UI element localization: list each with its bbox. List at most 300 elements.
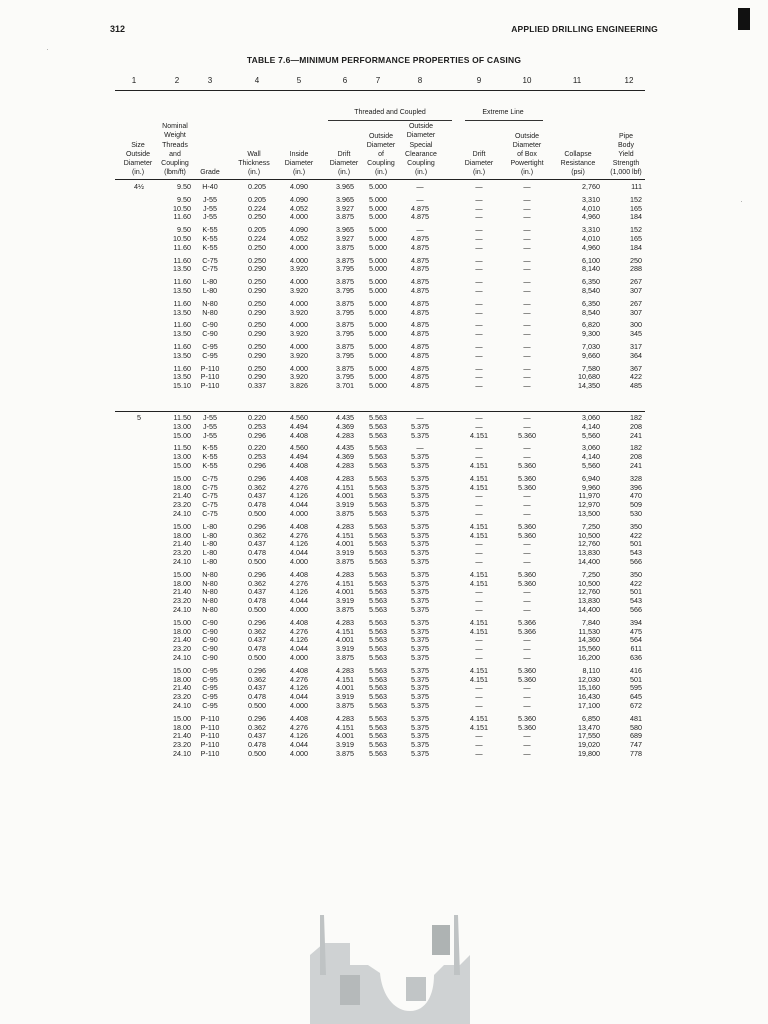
column-header-line: Diameter [284, 159, 314, 167]
table-cell-cod: 5.000 [369, 372, 387, 382]
table-cell-py: 152 [630, 225, 642, 235]
column-header [398, 122, 444, 177]
table-cell-xod: — [523, 307, 531, 317]
table-cell-id: 4.000 [290, 605, 308, 614]
table-cell-dr: 4.283 [336, 461, 354, 470]
table-cell-cod: 5.563 [369, 749, 387, 758]
table-cell-wall: 0.296 [248, 430, 266, 440]
column-header-line: Powertight [510, 159, 544, 167]
table-cell-py: 422 [630, 372, 642, 382]
table-cell-id: 4.408 [290, 521, 308, 531]
table-cell-xdr: — [475, 587, 483, 597]
table-cell-py: 184 [630, 212, 642, 222]
column-header-line: (psi) [571, 168, 585, 176]
table-cell-wt: 15.10 [173, 381, 191, 391]
column-header-line: Coupling [367, 159, 395, 167]
table-cell-xod: 5.360 [518, 482, 536, 492]
table-cell-cod: 5.563 [369, 482, 387, 492]
column-header-line: (in.) [520, 168, 534, 176]
table-cell-dr: 3.965 [336, 225, 354, 235]
table-cell-xod: — [523, 298, 531, 308]
table-cell-wt: 24.10 [173, 701, 191, 710]
table-cell-xdr: 4.151 [470, 578, 488, 588]
table-cell-id: 4.408 [290, 665, 308, 675]
table-cell-col: 17,550 [578, 731, 600, 741]
table-cell-py: 501 [630, 587, 642, 597]
table-cell-wt: 23.20 [173, 740, 191, 750]
table-cell-id: 4.126 [290, 539, 308, 549]
table-cell-py: 747 [630, 740, 642, 750]
column-header-line: Body [618, 141, 634, 149]
table-cell-xdr: — [475, 596, 483, 606]
table-cell-gr: C-90 [202, 653, 218, 662]
table-cell-wall: 0.296 [248, 617, 266, 627]
table-cell-py: 481 [630, 713, 642, 723]
table-cell-col: 10,680 [578, 372, 600, 382]
table-cell-cod: 5.563 [369, 644, 387, 654]
table-cell-ods: 5.375 [411, 596, 429, 606]
table-cell-xod: 5.366 [518, 626, 536, 636]
column-header-line: Drift [337, 150, 351, 158]
table-cell-cod: 5.000 [369, 234, 387, 243]
table-cell-py: 778 [630, 749, 642, 758]
table-cell-wall: 0.500 [248, 509, 266, 518]
table-cell-dr: 3.875 [336, 509, 354, 518]
column-number: 1 [131, 76, 137, 85]
section-rule [115, 411, 645, 412]
table-cell-col: 6,100 [582, 255, 600, 265]
table-cell-dr: 3.965 [336, 194, 354, 204]
table-cell-dr: 3.875 [336, 363, 354, 373]
column-header-line: Outside [125, 150, 151, 158]
table-cell-wall: 0.500 [248, 701, 266, 710]
table-cell-ods: 4.875 [411, 203, 429, 213]
table-cell-py: 182 [630, 413, 642, 422]
column-number: 2 [174, 76, 180, 85]
table-cell-gr: J-55 [203, 194, 217, 204]
table-cell-gr: P-110 [200, 722, 220, 732]
table-cell-gr: C-90 [202, 644, 218, 654]
column-header-line: of Box [517, 150, 537, 158]
table-cell-py: 689 [630, 731, 642, 741]
table-cell-cod: 5.563 [369, 539, 387, 549]
table-cell-xod: — [523, 635, 531, 645]
column-header-line: of [378, 150, 384, 158]
table-cell-xdr: — [475, 740, 483, 750]
table-cell-dr: 4.151 [336, 626, 354, 636]
table-cell-wt: 11.60 [173, 277, 191, 287]
table-cell-xdr: 4.151 [470, 713, 488, 723]
table-cell-col: 12,030 [578, 674, 600, 684]
column-number: 9 [476, 76, 482, 85]
table-cell-wt: 15.00 [173, 430, 191, 440]
table-cell-gr: P-110 [200, 731, 220, 741]
table-cell-id: 4.090 [290, 194, 308, 204]
table-cell-gr: P-110 [200, 363, 220, 373]
table-cell-col: 7,580 [582, 363, 600, 373]
table-cell-col: 14,400 [578, 605, 600, 614]
table-cell-col: 12,760 [578, 587, 600, 597]
table-cell-ods: 5.375 [411, 491, 429, 501]
table-cell-col: 12,760 [578, 539, 600, 549]
table-cell-cod: 5.563 [369, 548, 387, 558]
table-cell-ods: 4.875 [411, 277, 429, 287]
table-cell-col: 6,850 [582, 713, 600, 723]
table-cell-dr: 3.875 [336, 605, 354, 614]
table-cell-col: 4,140 [582, 421, 600, 431]
table-cell-ods: 5.375 [411, 473, 429, 483]
table-cell-id: 3.920 [290, 307, 308, 317]
table-cell-wall: 0.224 [248, 234, 266, 243]
table-cell-dr: 3.795 [336, 372, 354, 382]
table-cell-cod: 5.000 [369, 264, 387, 274]
table-cell-cod: 5.563 [369, 500, 387, 510]
table-cell-wall: 0.296 [248, 521, 266, 531]
table-cell-wall: 0.205 [248, 182, 266, 191]
table-cell-py: 250 [630, 255, 642, 265]
table-cell-wall: 0.250 [248, 212, 266, 222]
column-header-line: Yield [618, 150, 634, 158]
table-cell-xdr: — [475, 605, 483, 614]
table-cell-xod: — [523, 701, 531, 710]
column-header-line: (in.) [374, 168, 388, 176]
table-cell-py: 152 [630, 194, 642, 204]
table-cell-gr: C-90 [202, 617, 218, 627]
column-number: 4 [254, 76, 260, 85]
table-cell-py: 416 [630, 665, 642, 675]
table-cell-ods: 5.375 [411, 548, 429, 558]
table-cell-col: 3,310 [582, 225, 600, 235]
table-cell-id: 4.408 [290, 461, 308, 470]
table-cell-wt: 18.00 [173, 482, 191, 492]
table-cell-wt: 23.20 [173, 596, 191, 606]
table-cell-ods: 5.375 [411, 421, 429, 431]
table-cell-col: 3,060 [582, 443, 600, 453]
table-cell-col: 5,560 [582, 430, 600, 440]
table-cell-xod: 5.360 [518, 521, 536, 531]
column-number: 11 [572, 76, 582, 85]
table-cell-xdr: — [475, 242, 483, 252]
table-cell-wt: 9.50 [177, 182, 191, 191]
table-cell-py: 267 [630, 277, 642, 287]
table-cell-gr: N-80 [202, 596, 218, 606]
table-cell-cod: 5.563 [369, 626, 387, 636]
table-cell-xod: — [523, 731, 531, 741]
table-cell-xod: — [523, 587, 531, 597]
table-cell-dr: 4.283 [336, 713, 354, 723]
table-cell-col: 10,500 [578, 578, 600, 588]
table-cell-ods: 5.375 [411, 635, 429, 645]
table-cell-xod: — [523, 683, 531, 693]
table-cell-gr: N-80 [202, 298, 218, 308]
table-cell-xdr: — [475, 443, 483, 453]
table-cell-gr: L-80 [202, 539, 218, 549]
column-header-line: Thickness [238, 159, 270, 167]
table-cell-id: 4.276 [290, 578, 308, 588]
table-cell-dr: 4.001 [336, 683, 354, 693]
table-cell-cod: 5.563 [369, 692, 387, 702]
table-cell-py: 509 [630, 500, 642, 510]
table-cell-id: 4.126 [290, 731, 308, 741]
table-cell-dr: 4.283 [336, 569, 354, 579]
table-cell-wall: 0.296 [248, 569, 266, 579]
table-cell-id: 4.494 [290, 421, 308, 431]
table-cell-xod: — [523, 644, 531, 654]
table-cell-id: 4.090 [290, 182, 308, 191]
table-cell-cod: 5.000 [369, 194, 387, 204]
table-cell-ods: 5.375 [411, 605, 429, 614]
table-cell-col: 15,560 [578, 644, 600, 654]
table-cell-gr: J-55 [203, 203, 217, 213]
table-cell-cod: 5.000 [369, 298, 387, 308]
table-cell-id: 4.000 [290, 749, 308, 758]
table-cell-wt: 24.10 [173, 509, 191, 518]
table-cell-xdr: — [475, 635, 483, 645]
table-cell-ods: 4.875 [411, 350, 429, 360]
table-cell-col: 11,970 [578, 491, 600, 501]
column-header-line: Diameter [366, 141, 396, 149]
column-header-line: Strength [612, 159, 640, 167]
table-cell-ods: 5.375 [411, 692, 429, 702]
table-cell-wall: 0.500 [248, 605, 266, 614]
table-cell-xdr: — [475, 539, 483, 549]
table-cell-ods: 4.875 [411, 363, 429, 373]
table-cell-id: 4.276 [290, 626, 308, 636]
table-cell-wt: 21.40 [173, 683, 191, 693]
table-cell-dr: 4.369 [336, 452, 354, 462]
table-cell-wt: 18.00 [173, 722, 191, 732]
table-cell-id: 4.000 [290, 277, 308, 287]
table-cell-gr: N-80 [202, 605, 218, 614]
table-cell-id: 4.044 [290, 500, 308, 510]
table-cell-py: 566 [630, 605, 642, 614]
table-cell-cod: 5.000 [369, 203, 387, 213]
column-header-line: Coupling [407, 159, 435, 167]
table-cell-xdr: — [475, 307, 483, 317]
table-cell-col: 4,960 [582, 212, 600, 222]
table-cell-cod: 5.563 [369, 421, 387, 431]
table-cell-gr: N-80 [202, 578, 218, 588]
table-cell-col: 16,430 [578, 692, 600, 702]
table-cell-id: 4.090 [290, 225, 308, 235]
table-cell-xdr: 4.151 [470, 722, 488, 732]
table-cell-xdr: — [475, 683, 483, 693]
table-cell-id: 4.126 [290, 491, 308, 501]
table-cell-gr: C-75 [202, 482, 218, 492]
table-cell-wt: 18.00 [173, 626, 191, 636]
table-cell-ods: 4.875 [411, 298, 429, 308]
table-cell-gr: K-55 [202, 225, 218, 235]
table-cell-wt: 11.60 [173, 242, 191, 252]
table-cell-cod: 5.000 [369, 182, 387, 191]
table-cell-ods: — [416, 225, 424, 235]
table-cell-gr: J-55 [203, 212, 217, 222]
table-cell-wall: 0.437 [248, 731, 266, 741]
table-cell-wt: 9.50 [177, 225, 191, 235]
casing-coupling-photo [310, 915, 470, 1024]
table-cell-cod: 5.563 [369, 683, 387, 693]
table-cell-gr: K-55 [202, 461, 218, 470]
table-cell-gr: C-75 [202, 255, 218, 265]
table-cell-dr: 4.283 [336, 617, 354, 627]
table-cell-cod: 5.563 [369, 653, 387, 662]
table-cell-py: 672 [630, 701, 642, 710]
page-number: 312 [110, 24, 126, 34]
table-cell-wall: 0.250 [248, 255, 266, 265]
table-cell-xod: — [523, 692, 531, 702]
table-cell-wt: 10.50 [173, 234, 191, 243]
table-cell-id: 4.000 [290, 653, 308, 662]
table-cell-col: 5,560 [582, 461, 600, 470]
table-cell-xod: — [523, 363, 531, 373]
table-cell-id: 4.276 [290, 530, 308, 540]
table-cell-cod: 5.563 [369, 596, 387, 606]
table-cell-gr: C-75 [202, 264, 218, 274]
table-cell-wt: 21.40 [173, 491, 191, 501]
table-cell-ods: 5.375 [411, 569, 429, 579]
table-cell-id: 3.920 [290, 372, 308, 382]
table-cell-col: 6,820 [582, 320, 600, 330]
table-cell-gr: K-55 [202, 443, 218, 453]
column-header-line: Outside [368, 132, 394, 140]
table-cell-col: 6,350 [582, 298, 600, 308]
column-header-line: Grade [200, 168, 220, 176]
table-cell-dr: 4.283 [336, 665, 354, 675]
table-cell-cod: 5.563 [369, 731, 387, 741]
table-cell-col: 14,400 [578, 557, 600, 566]
table-cell-wall: 0.296 [248, 461, 266, 470]
table-cell-xdr: 4.151 [470, 530, 488, 540]
table-cell-py: 543 [630, 548, 642, 558]
table-cell-dr: 3.795 [336, 350, 354, 360]
table-cell-py: 564 [630, 635, 642, 645]
table-cell-cod: 5.563 [369, 413, 387, 422]
table-cell-ods: 4.875 [411, 242, 429, 252]
table-cell-wt: 9.50 [177, 194, 191, 204]
table-cell-py: 394 [630, 617, 642, 627]
table-cell-py: 317 [630, 342, 642, 351]
table-cell-cod: 5.000 [369, 212, 387, 222]
table-cell-id: 4.560 [290, 413, 308, 422]
table-cell-gr: C-75 [202, 473, 218, 483]
column-header [552, 150, 604, 177]
table-cell-id: 4.408 [290, 430, 308, 440]
table-cell-wall: 0.250 [248, 242, 266, 252]
table-cell-ods: 4.875 [411, 286, 429, 295]
table-cell-xdr: — [475, 255, 483, 265]
table-cell-xdr: 4.151 [470, 569, 488, 579]
table-cell-id: 3.920 [290, 286, 308, 295]
column-header [458, 150, 500, 177]
column-header-line: Outside [514, 132, 540, 140]
table-cell-size: 5 [137, 413, 141, 422]
table-cell-id: 4.560 [290, 443, 308, 453]
table-cell-wall: 0.205 [248, 225, 266, 235]
table-cell-xdr: — [475, 298, 483, 308]
table-cell-dr: 4.001 [336, 539, 354, 549]
table-cell-xdr: — [475, 212, 483, 222]
column-number: 8 [417, 76, 423, 85]
table-cell-wall: 0.437 [248, 587, 266, 597]
table-cell-wall: 0.224 [248, 203, 266, 213]
table-cell-xdr: — [475, 264, 483, 274]
table-cell-cod: 5.563 [369, 443, 387, 453]
table-cell-wt: 24.10 [173, 653, 191, 662]
table-cell-py: 580 [630, 722, 642, 732]
table-cell-xdr: — [475, 182, 483, 191]
table-cell-dr: 4.151 [336, 674, 354, 684]
table-cell-dr: 4.151 [336, 722, 354, 732]
column-header-line: Diameter [464, 159, 494, 167]
column-header-line: (in.) [292, 168, 306, 176]
table-cell-id: 4.000 [290, 298, 308, 308]
table-cell-gr: C-90 [202, 329, 218, 339]
table-cell-dr: 3.875 [336, 242, 354, 252]
table-cell-wall: 0.296 [248, 473, 266, 483]
table-cell-wall: 0.478 [248, 692, 266, 702]
table-cell-xod: — [523, 234, 531, 243]
table-cell-wt: 13.50 [173, 286, 191, 295]
table-cell-wall: 0.500 [248, 749, 266, 758]
table-cell-cod: 5.563 [369, 605, 387, 614]
table-cell-wall: 0.500 [248, 557, 266, 566]
table-cell-xod: — [523, 421, 531, 431]
table-cell-py: 475 [630, 626, 642, 636]
table-cell-id: 4.044 [290, 548, 308, 558]
table-cell-xod: — [523, 320, 531, 330]
table-cell-py: 422 [630, 578, 642, 588]
column-header-line: Weight [164, 132, 186, 140]
table-cell-col: 16,200 [578, 653, 600, 662]
table-cell-py: 543 [630, 596, 642, 606]
column-header-line: Collapse [564, 150, 592, 158]
table-cell-id: 4.408 [290, 713, 308, 723]
table-cell-xdr: — [475, 653, 483, 662]
table-cell-cod: 5.563 [369, 740, 387, 750]
table-cell-wall: 0.478 [248, 596, 266, 606]
table-cell-gr: C-75 [202, 500, 218, 510]
table-cell-dr: 4.001 [336, 731, 354, 741]
table-cell-col: 12,970 [578, 500, 600, 510]
table-cell-xdr: — [475, 342, 483, 351]
table-cell-py: 470 [630, 491, 642, 501]
column-header [153, 122, 197, 177]
table-cell-dr: 3.919 [336, 500, 354, 510]
table-cell-wt: 13.50 [173, 372, 191, 382]
table-cell-py: 300 [630, 320, 642, 330]
table-cell-py: 208 [630, 452, 642, 462]
table-cell-ods: — [416, 443, 424, 453]
table-cell-xod: — [523, 277, 531, 287]
table-cell-col: 19,800 [578, 749, 600, 758]
table-cell-wt: 15.00 [173, 569, 191, 579]
table-cell-gr: C-95 [202, 342, 218, 351]
table-cell-py: 636 [630, 653, 642, 662]
table-cell-wt: 24.10 [173, 605, 191, 614]
table-cell-wall: 0.362 [248, 578, 266, 588]
table-cell-dr: 3.919 [336, 644, 354, 654]
table-cell-dr: 3.875 [336, 320, 354, 330]
table-cell-wall: 0.250 [248, 298, 266, 308]
table-cell-xod: — [523, 557, 531, 566]
table-cell-cod: 5.563 [369, 473, 387, 483]
table-cell-xdr: — [475, 557, 483, 566]
column-header [118, 141, 158, 177]
table-cell-wall: 0.296 [248, 713, 266, 723]
table-cell-py: 111 [631, 182, 642, 191]
table-cell-col: 11,530 [578, 626, 600, 636]
table-cell-wt: 13.00 [173, 452, 191, 462]
